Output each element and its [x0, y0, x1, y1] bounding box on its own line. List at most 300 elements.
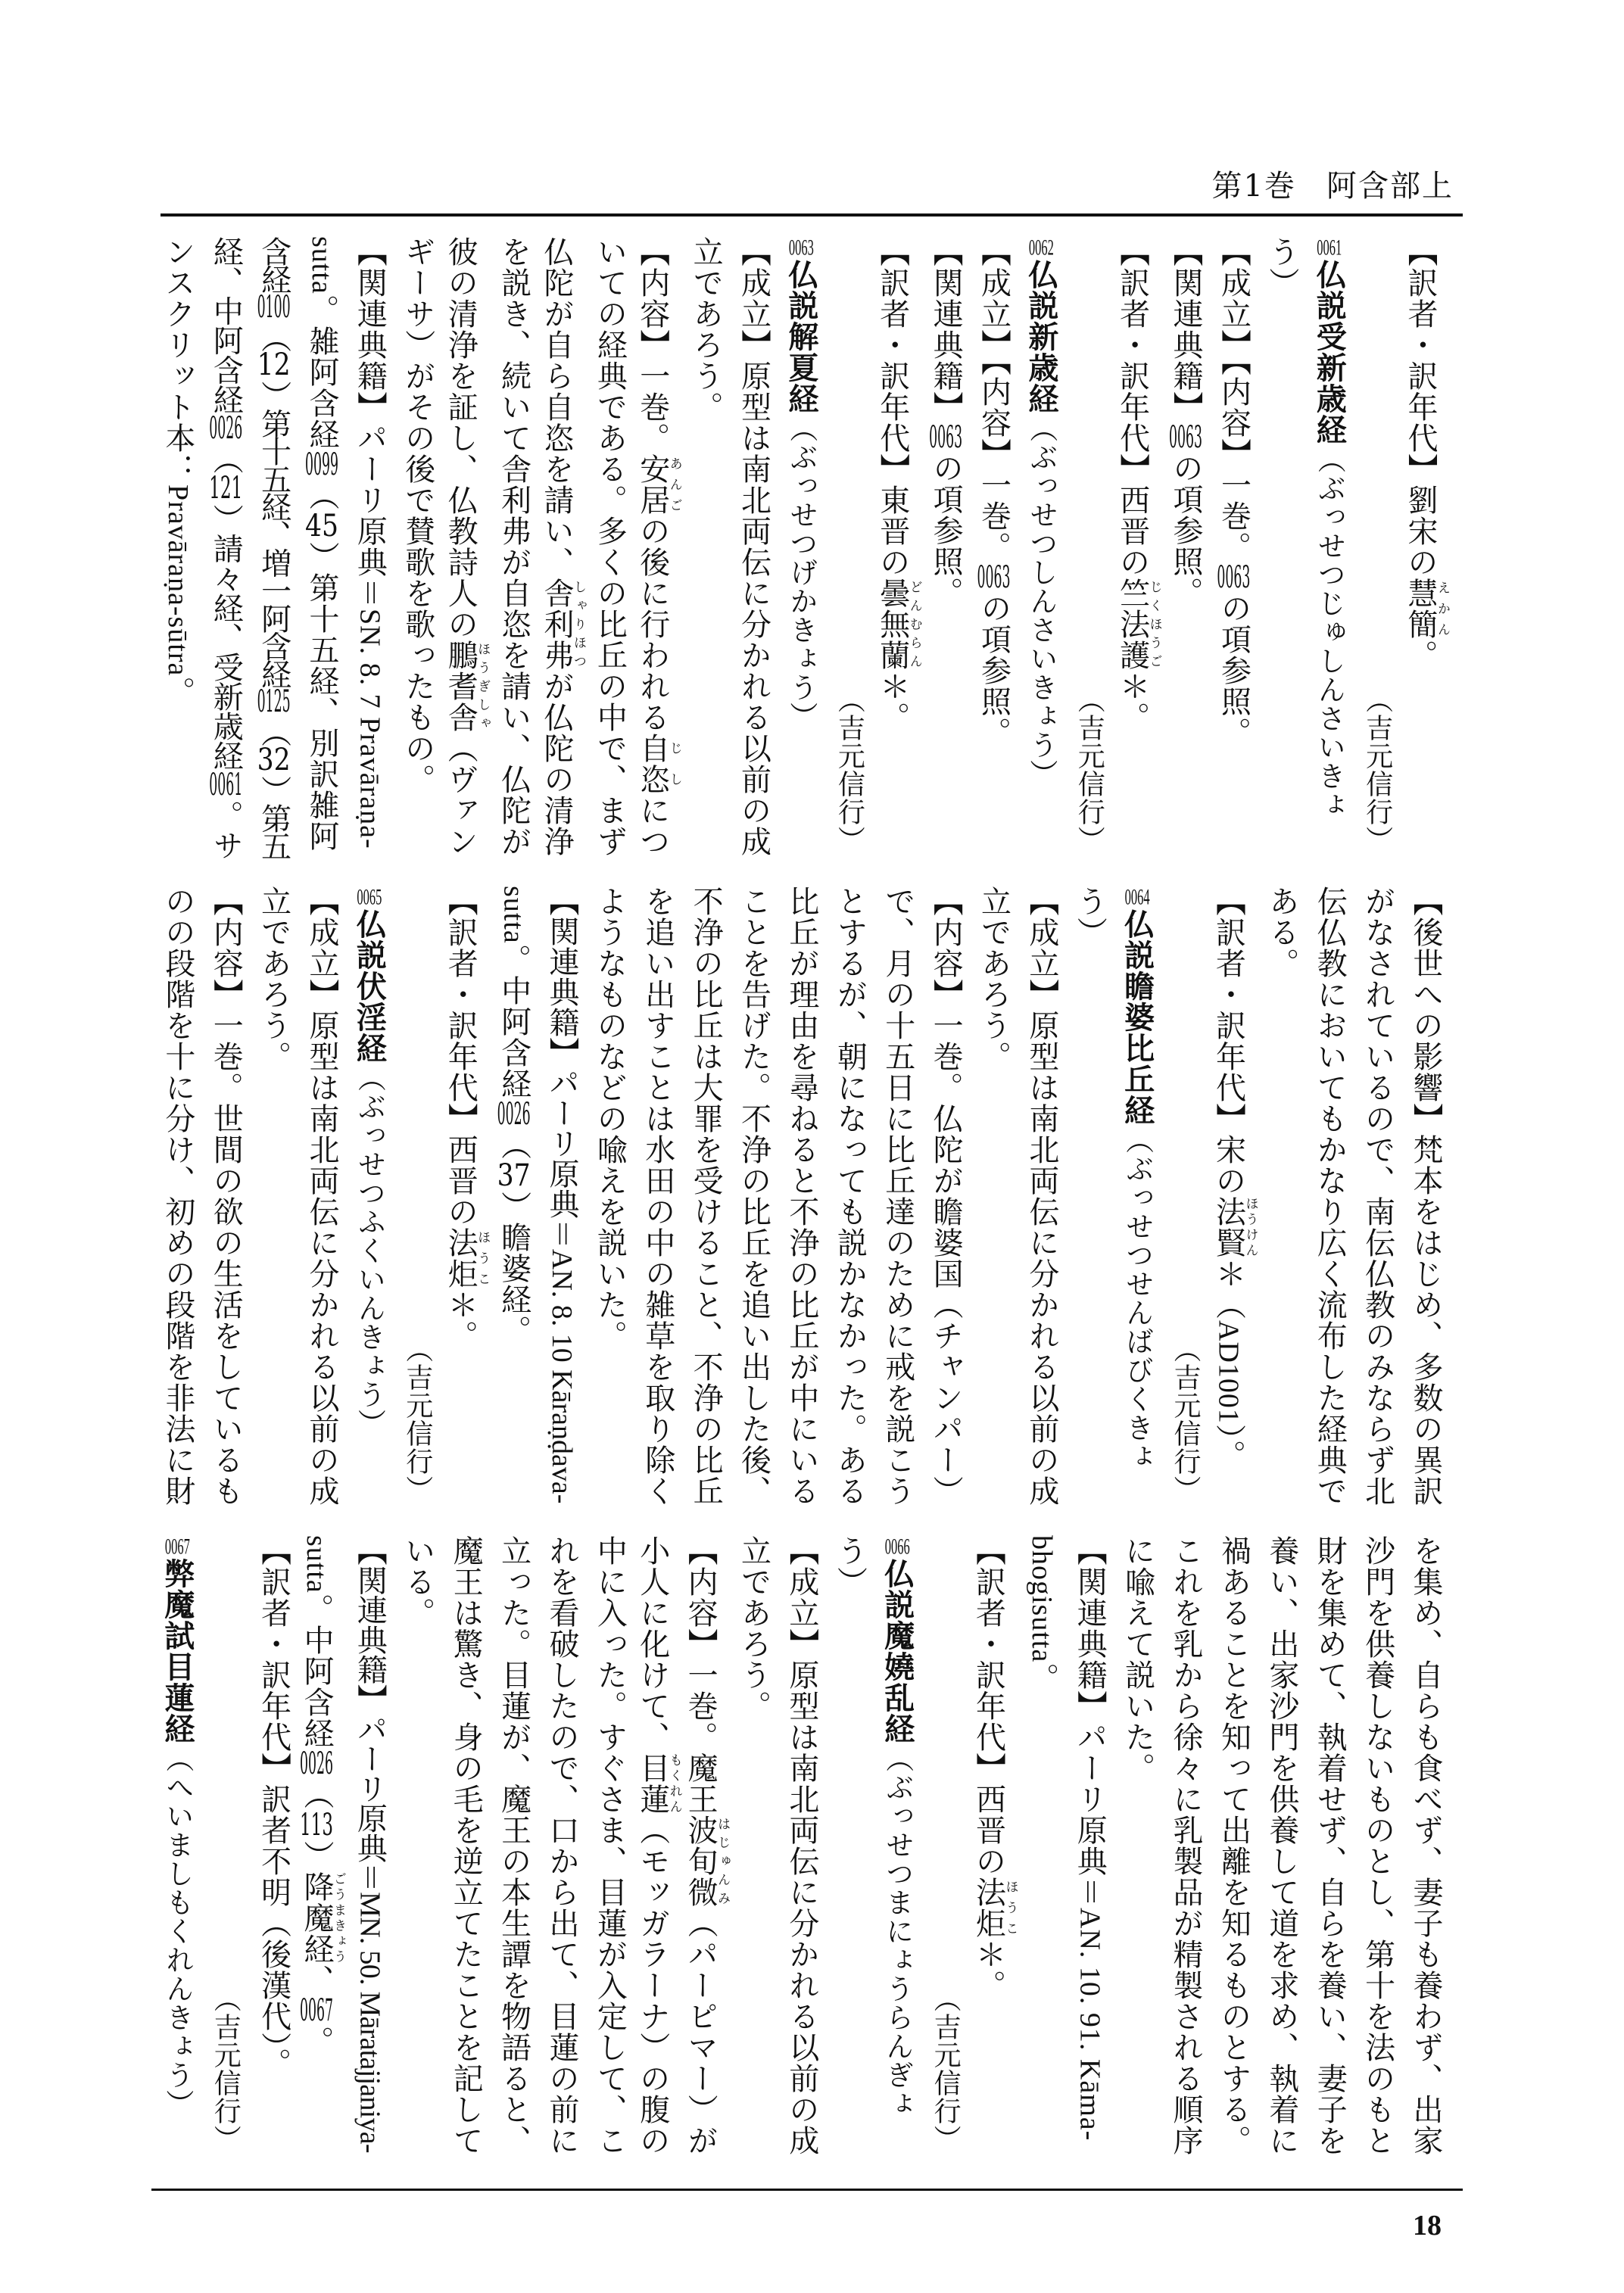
text-run: 【訳者・訳年代】訳者不明（後漢代）。: [256, 1535, 291, 2079]
ruby-reading: ほうぎしゃ: [475, 640, 491, 733]
text-line: [1209, 1535, 1257, 2164]
text-line: [249, 1535, 297, 2164]
text-run: いる。: [400, 1535, 435, 1628]
text-run: （パーピマー）が: [683, 1908, 718, 2156]
line-content: [401, 1535, 435, 1628]
text-run: 。中阿含経: [496, 943, 531, 1099]
text-line: [298, 886, 345, 1514]
ruby-reading: じし: [666, 733, 682, 795]
text-line: [969, 886, 1017, 1514]
inline-number: 0125: [257, 687, 291, 718]
latin-text: sutta: [301, 1535, 333, 1594]
text-run: ）。: [1211, 1423, 1246, 1471]
text-run: 【訳者・訳年代】西晋の: [1114, 236, 1150, 578]
text-line: [681, 886, 729, 1514]
ruby-base: 慧簡: [1403, 578, 1438, 640]
sutra-reading: （へいましもくれんきょう）: [161, 1744, 194, 2118]
inline-number: 0026: [497, 1098, 531, 1129]
text-run: （: [256, 717, 291, 745]
ruby-term: [634, 453, 682, 516]
ruby-term: [1211, 1196, 1258, 1258]
line-content: [161, 886, 195, 1506]
text-run: 【成立】原型は南北両伝に分かれる以前の成: [1024, 886, 1059, 1506]
author-credit: （吉元信行）: [834, 686, 865, 854]
text-run: を追い出すことは水田の中の雑草を取り除く: [640, 886, 675, 1506]
line-content: [1361, 886, 1395, 1506]
text-run: 【関連典籍】パーリ原典＝: [352, 1535, 388, 1893]
line-content: [208, 236, 243, 859]
ruby-reading: どんむらん: [906, 578, 922, 671]
inline-number: 32: [257, 744, 291, 775]
sutra-title: 仏説解夏経: [783, 259, 818, 414]
text-line: [1017, 886, 1064, 1514]
text-line: [1353, 1535, 1401, 2164]
text-line: [1209, 236, 1257, 865]
line-content: [1072, 1535, 1107, 2141]
text-run: う）: [1072, 886, 1108, 948]
inline-number: 0026: [209, 413, 243, 444]
text-line: [778, 1535, 825, 2164]
text-line: [345, 1535, 393, 2164]
line-content: [928, 886, 963, 1506]
ruby-term: [874, 578, 922, 671]
text-run: 立であろう。: [688, 236, 724, 422]
ruby-term: [1114, 578, 1162, 671]
text-line: [441, 1535, 489, 2164]
sutra-heading: [1017, 236, 1064, 865]
ruby-base: 鵬耆舎: [443, 640, 478, 733]
inline-number: 45: [305, 510, 339, 541]
line-content: [592, 236, 627, 857]
text-line: [633, 236, 681, 865]
text-line: [585, 1535, 633, 2164]
text-line: [153, 236, 201, 865]
line-content: [784, 886, 819, 1506]
line-content: [1408, 886, 1443, 1506]
ruby-reading: はじゅんみ: [715, 1815, 731, 1908]
text-run: につ: [634, 795, 670, 857]
sutra-title: 仏説伏淫経: [351, 908, 387, 1064]
ruby-reading: えかん: [1435, 578, 1450, 640]
text-line: [633, 1535, 681, 2164]
sutra-heading: [1113, 886, 1161, 1514]
text-line: [1161, 1535, 1209, 2164]
text-run: 【内容】一巻。仏陀が瞻婆国（チャンパー）: [928, 886, 964, 1506]
text-run: がなされているので、南伝仏教のみならず北: [1360, 886, 1395, 1506]
text-line: [1305, 886, 1353, 1514]
sutra-number: 0063: [788, 236, 814, 259]
text-run: 【関連典籍】: [928, 236, 964, 422]
inline-number: 37: [497, 1160, 531, 1191]
text-run: の項参照。: [928, 453, 964, 608]
line-content: [257, 886, 291, 1072]
text-line: [538, 1535, 585, 2164]
text-run: 【内容】一巻。: [634, 236, 670, 453]
text-run: ）請々経、受新歳経: [208, 503, 244, 771]
line-content: [1114, 236, 1162, 733]
line-content: [1264, 886, 1299, 979]
text-line: [441, 236, 489, 865]
text-run: 【訳者・訳年代】東晋の: [874, 236, 910, 578]
text-run: う）: [832, 1535, 868, 1597]
text-run: 。: [1024, 1662, 1059, 1694]
running-head: [1212, 162, 1454, 205]
text-run: 【後世への影響】梵本をはじめ、多数の異訳: [1408, 886, 1443, 1506]
sutra-heading: [153, 1535, 201, 2164]
text-run: これを乳から徐々に乳製品が精製される順序: [1168, 1535, 1204, 2156]
text-run: ＊。: [971, 1939, 1006, 2001]
line-content: [448, 1535, 483, 2156]
ruby-base: 舎利弗: [538, 578, 574, 671]
text-run: （: [496, 1129, 531, 1161]
text-line: [1401, 1535, 1449, 2164]
text-run: 。: [160, 676, 195, 708]
inline-number: 0063: [1217, 562, 1251, 593]
text-line: [201, 886, 249, 1514]
line-content: [683, 1535, 731, 2156]
text-run: 魔王は驚き、身の毛を逆立てたことを記して: [448, 1535, 484, 2156]
text-run: 【内容】一巻。世間の欲の生活をしているも: [208, 886, 244, 1506]
text-line: [201, 236, 249, 865]
text-line: [921, 886, 969, 1514]
inline-number: 0061: [209, 770, 243, 801]
text-line: [681, 236, 729, 865]
text-run: が仏陀の清浄: [538, 671, 574, 857]
line-content: [351, 886, 386, 1438]
inline-number: 0063: [1169, 422, 1203, 453]
line-content: [641, 886, 675, 1506]
text-run: 立であろう。: [976, 886, 1011, 1072]
line-content: [634, 236, 682, 857]
text-run: ようなものなどの喩えを説いた。: [592, 886, 628, 1351]
text-run: 含経: [256, 236, 291, 292]
line-content: [160, 1535, 195, 2118]
text-line: [1257, 236, 1304, 865]
text-run: のの段階を十に分け、初めの段階を非法に財: [160, 886, 195, 1506]
line-content: [1403, 236, 1450, 671]
line-content: [544, 1535, 579, 2156]
ruby-reading: しゃりほつ: [570, 578, 586, 671]
text-run: 【関連典籍】パーリ原典＝: [1072, 1535, 1108, 1908]
line-content: [1312, 1535, 1347, 2156]
text-run: 沙門を供養しないものとし、第十を法のもと: [1360, 1535, 1395, 2156]
line-content: [1024, 1535, 1059, 1693]
sutra-heading: [345, 886, 393, 1514]
text-run: の項参照。: [1168, 453, 1204, 608]
sutra-title: 仏説魔嬈乱経: [879, 1558, 915, 1744]
line-content: [1408, 1535, 1443, 2156]
ruby-term: [971, 1877, 1018, 1939]
text-run: いての経典である。多くの比丘の中で、まず: [592, 236, 628, 857]
line-content: [688, 886, 723, 1506]
text-run: 【関連典籍】パーリ原典＝: [352, 236, 388, 609]
text-run: 中に入った。すぐさま、目蓮が入定して、こ: [592, 1535, 628, 2156]
text-run: 小人に化けて、: [634, 1535, 670, 1752]
text-run: （: [256, 322, 291, 350]
line-content: [1361, 1535, 1395, 2156]
text-run: 【訳者・訳年代】宋の: [1211, 886, 1246, 1196]
text-run: 【成立】原型は南北両伝に分かれる以前の成: [736, 236, 771, 857]
text-line: [489, 886, 537, 1514]
text-line: [585, 886, 633, 1514]
ruby-base: 波旬微: [683, 1815, 718, 1908]
ruby-reading: ごうまきょう: [331, 1871, 347, 1964]
ruby-base: 法炬: [971, 1877, 1006, 1939]
inline-number: 113: [300, 1809, 334, 1840]
author-credit: （吉元信行）: [1170, 1335, 1202, 1503]
inline-number: 0063: [929, 422, 963, 453]
section-label: 阿含部上: [1326, 169, 1454, 204]
text-run: 財を集めて、執着せず、自らを養い、妻子を: [1312, 1535, 1348, 2156]
text-line: [969, 236, 1017, 865]
line-content: [737, 236, 771, 857]
line-content: [208, 886, 243, 1506]
text-line: [729, 1535, 777, 2164]
text-run: の後に行われる: [634, 516, 670, 733]
ruby-term: [443, 1227, 491, 1289]
text-line: [393, 236, 441, 865]
ruby-base: 降魔経: [299, 1871, 335, 1964]
text-run: 立った。目蓮が、魔王の本生譚を物語ると、: [496, 1535, 531, 2156]
text-line: [633, 886, 681, 1514]
author-credit: （吉元信行）: [210, 1985, 242, 2153]
text-run: ）第十五経、別訳雑阿: [304, 541, 340, 852]
text-line: [298, 236, 345, 865]
text-run: （モッガラーナ）の腹の: [634, 1815, 670, 2156]
inline-number: 12: [257, 350, 291, 381]
text-run: ことを告げた。不浄の比丘を追い出した後、: [736, 886, 771, 1506]
line-content: [784, 1535, 819, 2156]
text-run: 。: [299, 2025, 335, 2057]
line-content: [592, 886, 627, 1351]
text-line: [1401, 886, 1449, 1514]
text-run: 養い、出家沙門を供養して道を求め、執着に: [1264, 1535, 1299, 2156]
sutra-reading: （ぶっせつじゅしんさいきょ: [1313, 445, 1346, 819]
text-run: 立であろう。: [736, 1535, 771, 1721]
text-run: の項参照。: [1216, 593, 1252, 748]
latin-text: SN. 8. 7 Pravāraṇa-: [354, 609, 386, 849]
text-run: に喩えて説いた。: [1120, 1535, 1155, 1784]
line-content: [352, 1535, 387, 2153]
sutra-reading: （ぶっせつふくいんきょう）: [353, 1064, 386, 1438]
text-line: [489, 236, 537, 865]
ruby-base: 安居: [634, 453, 670, 516]
sutra-number: 0065: [357, 886, 382, 908]
text-line: [441, 886, 489, 1514]
line-content: [874, 236, 922, 733]
text-run: ギーサ）がその後で賛歌を歌ったもの。: [400, 236, 435, 795]
line-content: [497, 1535, 531, 2156]
line-content: [304, 236, 339, 852]
ruby-term: [1403, 578, 1450, 640]
text-line: [153, 886, 201, 1514]
line-content: [1211, 886, 1258, 1471]
text-run: 不浄の比丘は大罪を受けること、不浄の比丘: [688, 886, 724, 1506]
text-run: ンスクリット本：: [160, 236, 195, 484]
ruby-reading: ほうこ: [475, 1227, 491, 1289]
text-run: 。中阿含経: [299, 1593, 335, 1749]
inline-number: 0100: [257, 291, 291, 322]
text-run: 【成立】【内容】一巻。: [1216, 236, 1252, 562]
text-run: 仏陀が自ら自恣を請い、: [538, 236, 574, 578]
latin-text: MN. 50. Māratajjaniya-: [354, 1892, 386, 2153]
line-content: [443, 236, 491, 857]
line-content: [1024, 886, 1059, 1506]
sutra-reading: （ぶっせつしんさいきょう）: [1024, 414, 1058, 788]
text-run: 【訳者・訳年代】西晋の: [443, 886, 478, 1227]
header-rule: [161, 213, 1463, 217]
text-line: [1113, 236, 1161, 865]
sutra-number: 0061: [1317, 236, 1342, 259]
text-line: [345, 236, 393, 865]
line-content: [976, 236, 1011, 748]
line-content: [737, 1535, 771, 1721]
line-content: [497, 236, 531, 857]
text-run: ）第十五経、増一阿含経: [256, 380, 291, 687]
text-run: 【成立】原型は南北両伝に分かれる以前の成: [304, 886, 340, 1506]
text-line: [585, 236, 633, 865]
sutra-title: 弊魔試目蓮経: [159, 1558, 195, 1744]
sutra-title: 仏説受新歳経: [1311, 259, 1347, 445]
line-content: [1216, 1535, 1251, 2156]
line-content: [832, 886, 867, 1506]
line-content: [257, 236, 291, 858]
text-run: 【成立】原型は南北両伝に分かれる以前の成: [784, 1535, 819, 2156]
ruby-term: [299, 1871, 347, 1964]
volume-label: 第1巻: [1211, 169, 1296, 204]
text-line: [249, 886, 297, 1514]
text-run: 【関連典籍】: [1168, 236, 1204, 422]
sutra-reading: （ぶっせつせんばびくきょ: [1121, 1126, 1154, 1471]
sutra-reading: （ぶっせつげかきょう）: [784, 414, 818, 731]
line-content: [971, 1535, 1018, 2001]
text-run: 立であろう。: [256, 886, 291, 1072]
ruby-base: 自恣: [634, 733, 670, 795]
text-run: 。サ: [208, 800, 244, 860]
ruby-reading: あんご: [666, 453, 682, 516]
ruby-term: [538, 578, 586, 671]
text-line: [1257, 1535, 1304, 2164]
text-run: 伝仏教においてもかなり広く流布した経典で: [1312, 886, 1348, 1506]
line-content: [1168, 1535, 1203, 2156]
line-content: [1264, 1535, 1299, 2156]
sutra-reading: （ぶっせつまにょうらんぎょ: [881, 1744, 914, 2118]
line-content: [634, 1535, 682, 2156]
line-content: [1216, 236, 1251, 748]
text-run: 。雑阿含経: [304, 294, 340, 450]
text-run: 【成立】【内容】一巻。: [976, 236, 1011, 562]
text-line: [1257, 886, 1304, 1514]
text-run: う）: [1264, 236, 1299, 298]
text-run: の項参照。: [976, 593, 1011, 748]
ruby-base: 曇無蘭: [874, 578, 910, 671]
text-line: [1353, 886, 1401, 1514]
line-content: [544, 886, 579, 1503]
text-line: [1017, 1535, 1064, 2164]
line-content: [1264, 236, 1299, 298]
text-run: を集め、自らも食べず、妻子も養わず、出家: [1408, 1535, 1443, 2156]
text-run: ）瞻婆経。: [496, 1190, 531, 1346]
text-line: [538, 236, 585, 865]
text-line: [1065, 886, 1113, 1514]
inline-number: 0063: [977, 562, 1011, 593]
text-run: （: [299, 1778, 335, 1810]
text-line: [873, 236, 921, 865]
text-run: 【訳者・訳年代】西晋の: [971, 1535, 1006, 1877]
line-content: [161, 236, 195, 707]
lower-tier: [153, 1535, 1449, 2164]
page-number: 18: [1413, 2210, 1442, 2242]
sutra-number: 0066: [884, 1535, 910, 1558]
author-credit: （吉元信行）: [1074, 686, 1105, 854]
text-run: で、月の十五日に比丘達のために戒を説こう: [880, 886, 915, 1506]
text-run: 彼の清浄を証し、仏教詩人の: [443, 236, 478, 640]
text-line: [969, 1535, 1017, 2164]
text-run: 経、中阿含経: [208, 236, 244, 414]
latin-text: sutta: [497, 886, 530, 944]
text-line: [249, 236, 297, 865]
line-content: [257, 1535, 291, 2079]
inline-number: 0099: [305, 449, 339, 480]
ruby-reading: じくほうご: [1146, 578, 1162, 671]
text-line: [681, 1535, 729, 2164]
ruby-term: [683, 1815, 731, 1908]
line-content: [592, 1535, 627, 2156]
text-line: [729, 886, 777, 1514]
sutra-number: 0062: [1028, 236, 1054, 259]
text-line: [298, 1535, 345, 2164]
line-content: [352, 236, 387, 849]
sutra-heading: [1305, 236, 1353, 865]
text-line: [825, 886, 873, 1514]
text-run: れを看破したので、口から出て、目蓮の前に: [544, 1535, 579, 2156]
latin-text: AN. 8. 10 Kāraṇḍava-: [545, 1248, 578, 1504]
upper-tier: [153, 236, 1449, 865]
text-run: 。: [1403, 640, 1438, 671]
text-line: [921, 236, 969, 865]
text-line: [1305, 1535, 1353, 2164]
text-run: ある。: [1264, 886, 1299, 979]
line-content: [299, 1535, 347, 2057]
sutra-number: 0064: [1124, 886, 1150, 908]
latin-text: sutta: [306, 236, 338, 294]
inline-number: 0026: [300, 1748, 334, 1779]
text-line: [1161, 236, 1209, 865]
line-content: [1072, 886, 1107, 948]
text-line: [1065, 1535, 1113, 2164]
text-line: [489, 1535, 537, 2164]
line-content: [784, 236, 818, 731]
line-content: [1312, 886, 1347, 1506]
ruby-term: [634, 1752, 682, 1815]
text-run: ＊（: [1211, 1258, 1246, 1320]
text-run: 【訳者・訳年代】劉宋の: [1403, 236, 1438, 578]
line-content: [832, 1535, 867, 1597]
text-line: [873, 886, 921, 1514]
footer-rule: [151, 2189, 1463, 2191]
line-content: [737, 886, 771, 1506]
line-content: [1024, 236, 1058, 788]
line-content: [976, 886, 1011, 1072]
text-run: 【関連典籍】パーリ原典＝: [544, 886, 579, 1249]
line-content: [497, 886, 531, 1346]
text-run: ）第五: [256, 774, 291, 859]
text-run: ＊。: [1114, 671, 1150, 733]
ruby-term: [634, 733, 682, 795]
text-line: [778, 886, 825, 1514]
text-line: [393, 1535, 441, 2164]
text-run: （ヴァン: [443, 733, 478, 857]
